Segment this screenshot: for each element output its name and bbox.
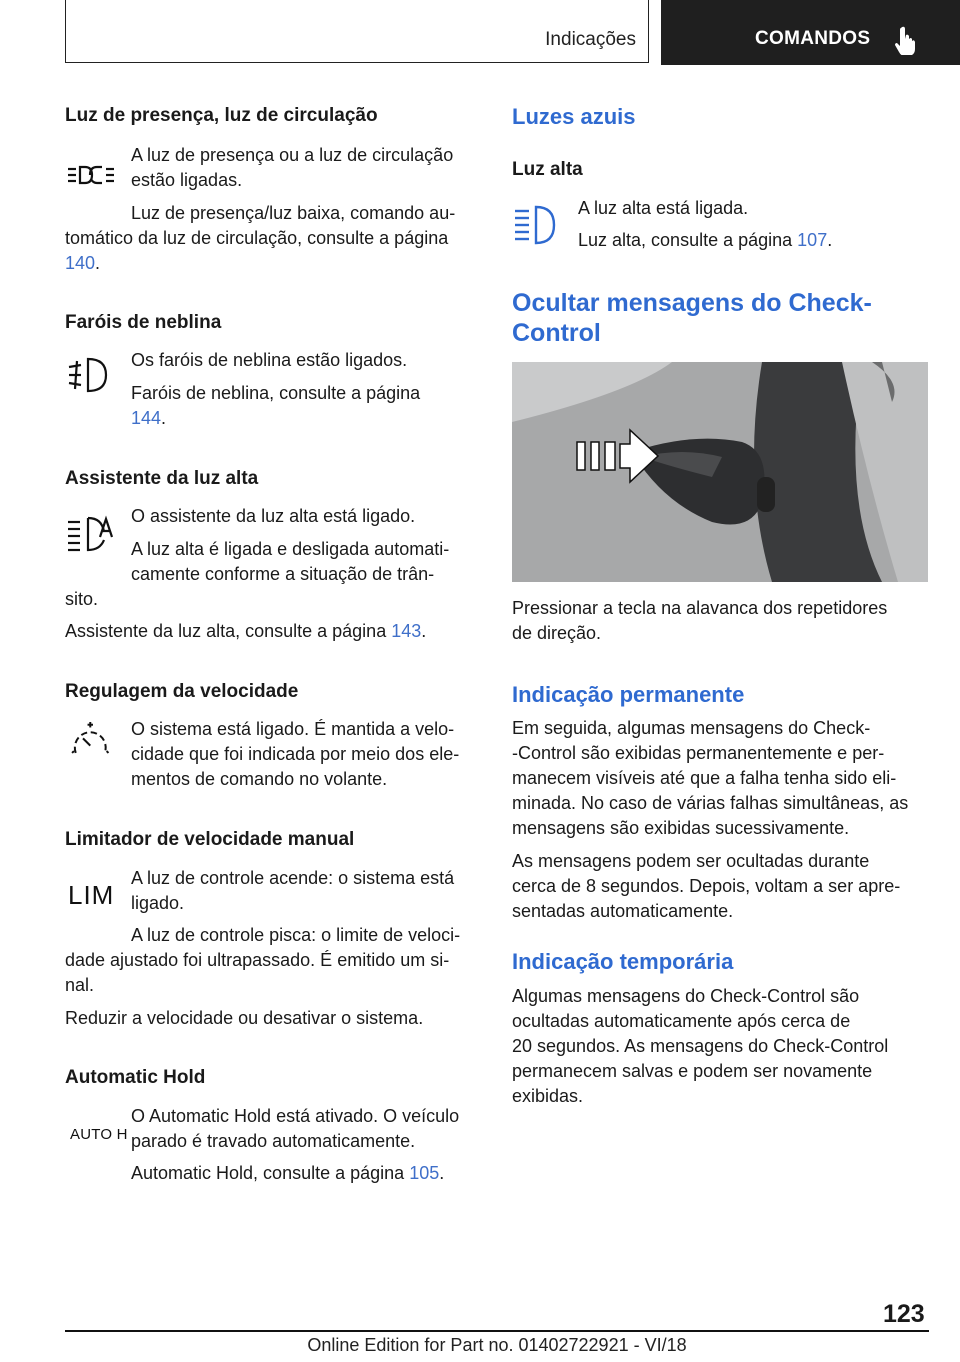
section-heading: Regulagem da velocidade — [65, 681, 299, 702]
section-heading: Limitador de velocidade manual — [65, 829, 355, 850]
fog-light-icon — [66, 355, 116, 395]
auto-hold-indicator-icon: AUTO H — [70, 1126, 128, 1143]
section-heading: Faróis de neblina — [65, 312, 222, 333]
section-heading: Assistente da luz alta — [65, 468, 259, 489]
text-line: A luz de controle pisca: o limite de veloci- — [131, 925, 461, 945]
text-line: Algumas mensagens do Check-Control são — [512, 986, 860, 1006]
text-dot: . — [421, 621, 427, 641]
text-line: Luz alta, consulte a página — [578, 230, 793, 250]
text-line: minada. No caso de várias falhas simultâneas, as — [512, 793, 909, 813]
text-line: -Control são exibidas permanentemente e per- — [512, 743, 885, 763]
caption-line: Pressionar a tecla na alavanca dos repetidores — [512, 598, 888, 618]
high-beam-icon — [512, 205, 562, 245]
text-line: O assistente da luz alta está ligado. — [131, 506, 416, 526]
section-heading: Luz de presença, luz de circulação — [65, 105, 378, 126]
text-line: Reduzir a velocidade ou desativar o sistema. — [65, 1008, 424, 1028]
header-frame — [65, 0, 649, 63]
text-dot: . — [827, 230, 833, 250]
text-line: O sistema está ligado. É mantida a velo- — [131, 719, 455, 739]
text-line: Os faróis de neblina estão ligados. — [131, 350, 408, 370]
page-link[interactable]: 107 — [797, 230, 828, 250]
text-line: mentos de comando no volante. — [131, 769, 388, 789]
footer-divider — [65, 1330, 929, 1332]
section-heading: Ocultar mensagens do Check- — [512, 289, 872, 317]
page-link[interactable]: 143 — [391, 621, 422, 641]
text-line: parado é travado automaticamente. — [131, 1131, 416, 1151]
text-line: permanecem salvas e podem ser novamente — [512, 1061, 873, 1081]
section-title: Indicações — [545, 29, 636, 50]
text-line: exibidas. — [512, 1086, 584, 1106]
text-line: camente conforme a situação de trân- — [131, 564, 435, 584]
text-line: ligado. — [131, 893, 185, 913]
page-link[interactable]: 140 — [65, 253, 96, 273]
page-number: 123 — [883, 1300, 925, 1328]
text-line: ocultadas automaticamente após cerca de — [512, 1011, 851, 1031]
text-dot: . — [439, 1163, 445, 1183]
caption-line: de direção. — [512, 623, 602, 643]
high-beam-assistant-icon — [66, 515, 116, 555]
text-dot: . — [161, 408, 167, 428]
text-line: Em seguida, algumas mensagens do Check- — [512, 718, 871, 738]
text-line: Automatic Hold, consulte a página — [131, 1163, 405, 1183]
text-line: tomático da luz de circulação, consulte a página — [65, 228, 449, 248]
speedometer-icon — [68, 722, 118, 762]
text-line: A luz de presença ou a luz de circulação — [131, 145, 454, 165]
page-link[interactable]: 105 — [409, 1163, 440, 1183]
text-line: A luz alta está ligada. — [578, 198, 749, 218]
text-line: Faróis de neblina, consulte a página — [131, 383, 421, 403]
text-line: cerca de 8 segundos. Depois, voltam a ser apre- — [512, 876, 901, 896]
text-line: dade ajustado foi ultrapassado. É emitido um si- — [65, 950, 450, 970]
text-line: A luz de controle acende: o sistema está — [131, 868, 455, 888]
sub-heading: Luz alta — [512, 159, 583, 180]
hand-pointer-icon — [893, 25, 921, 55]
edition-footer: Online Edition for Part no. 01402722921 - VI/18 — [307, 1335, 687, 1355]
section-heading-cont: Control — [512, 319, 601, 347]
text-line: sito. — [65, 589, 99, 609]
text-line: mensagens são exibidas sucessivamente. — [512, 818, 850, 838]
text-line: Assistente da luz alta, consulte a página — [65, 621, 387, 641]
parking-light-icon — [66, 160, 116, 200]
turn-signal-lever-photo — [512, 362, 928, 582]
text-line: estão ligadas. — [131, 170, 243, 190]
limiter-indicator-icon: LIM — [68, 880, 115, 910]
section-heading: Luzes azuis — [512, 104, 636, 129]
text-line: Luz de presença/luz baixa, comando au- — [131, 203, 456, 223]
text-line: 20 segundos. As mensagens do Check-Control — [512, 1036, 889, 1056]
section-heading: Indicação temporária — [512, 949, 734, 974]
text-line: nal. — [65, 975, 95, 995]
text-line: A luz alta é ligada e desligada automati- — [131, 539, 450, 559]
text-line: manecem visíveis até que a falha tenha sido eli- — [512, 768, 897, 788]
text-dot: . — [95, 253, 101, 273]
text-line: sentadas automaticamente. — [512, 901, 734, 921]
page-link[interactable]: 144 — [131, 408, 162, 428]
text-line: O Automatic Hold está ativado. O veículo — [131, 1106, 460, 1126]
text-line: As mensagens podem ser ocultadas durante — [512, 851, 870, 871]
section-heading: Automatic Hold — [65, 1067, 206, 1088]
section-heading: Indicação permanente — [512, 682, 745, 707]
text-line: cidade que foi indicada por meio dos ele- — [131, 744, 460, 764]
chapter-title: COMANDOS — [755, 28, 871, 49]
